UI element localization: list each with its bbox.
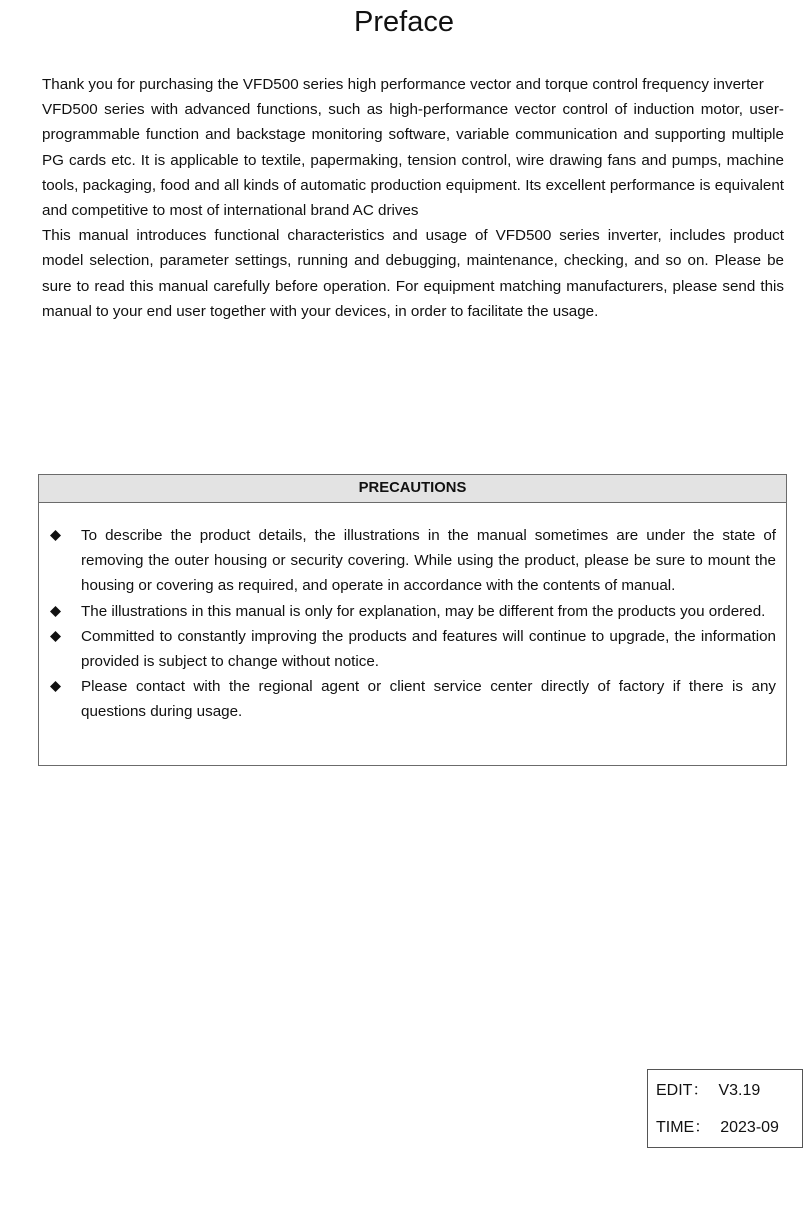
list-item — [39, 624, 776, 674]
list-item — [39, 523, 776, 599]
precautions-list — [39, 503, 786, 725]
time-label: TIME： — [656, 1119, 711, 1136]
diamond-bullet-icon — [50, 631, 61, 642]
diamond-bullet-icon — [50, 606, 61, 617]
time-value: 2023-09 — [720, 1119, 779, 1136]
precautions-heading: PRECAUTIONS — [39, 475, 786, 503]
preface-body — [42, 72, 784, 324]
intro-paragraph: This manual introduces functional characteristics and usage of VFD500 series inverter, includes product model selection, parameter settings, running and debugging, maintenance, checking, and so on. Please be sure to read this manual carefully before operation. For equipment matching manufacturers, please send this manual to your end user together with your devices, in order to facilitate the usage. — [42, 227, 784, 320]
intro-paragraph: Thank you for purchasing the VFD500 series high performance vector and torque control frequency inverter — [42, 76, 764, 93]
diamond-bullet-icon — [50, 681, 61, 692]
diamond-bullet-icon — [50, 530, 61, 541]
edit-row — [656, 1080, 760, 1102]
list-item — [39, 674, 776, 724]
precaution-text: The illustrations in this manual is only for explanation, may be different from the products you ordered. — [81, 602, 766, 620]
edit-version: V3.19 — [718, 1082, 761, 1099]
precaution-text: To describe the product details, the illustrations in the manual sometimes are under the state of removing the outer housing or security covering. While using the product, please be sure to mount the housing or covering as required, and operate in accordance with the contents of manual. — [81, 527, 776, 595]
list-item — [39, 599, 776, 624]
precaution-text: Committed to constantly improving the products and features will continue to upgrade, the information provided is subject to change without notice. — [81, 627, 776, 671]
edition-box — [647, 1069, 803, 1148]
intro-paragraph: VFD500 series with advanced functions, such as high-performance vector control of induction motor, user-programmable function and backstage monitoring software, variable communication and supporting multiple PG cards etc. It is applicable to textile, papermaking, tension control, wire drawing fans and pumps, machine tools, packaging, food and all kinds of automatic production equipment. Its excellent performance is equivalent and competitive to most of international brand AC drives — [42, 101, 784, 220]
page-title: Preface — [354, 6, 454, 38]
precautions-box — [38, 474, 787, 766]
edit-label: EDIT： — [656, 1082, 709, 1099]
precaution-text: Please contact with the regional agent or client service center directly of factory if there is any questions during usage. — [81, 678, 776, 721]
time-row — [656, 1117, 779, 1139]
